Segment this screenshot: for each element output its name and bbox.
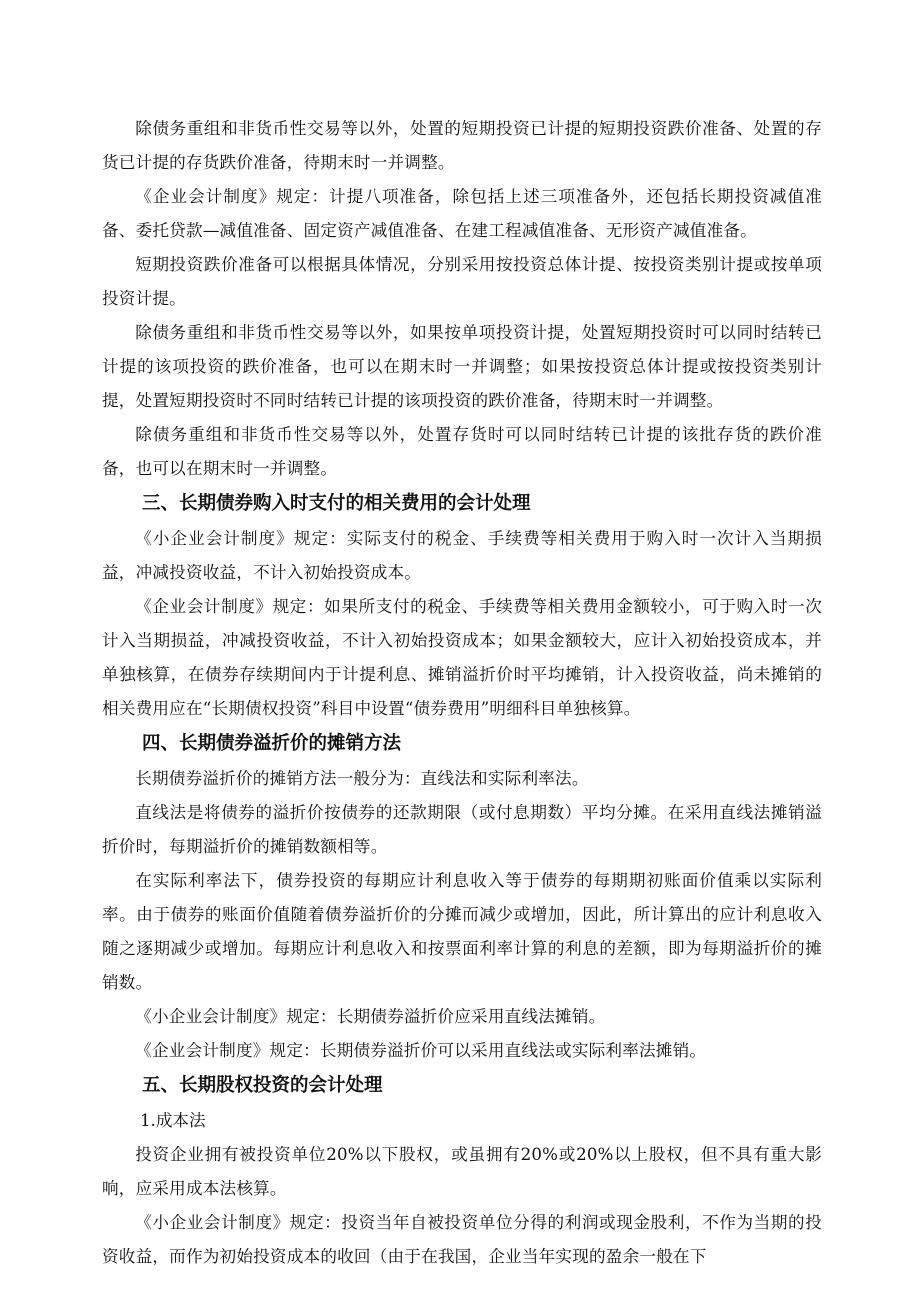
section-heading-5: 五、长期股权投资的会计处理 — [142, 1075, 383, 1096]
paragraph: 《企业会计制度》规定：计提八项准备，除包括上述三项准备外，还包括长期投资减值准备、委托贷款—减值准备、固定资产减值准备、在建工程减值准备、无形资产减值准备。 — [102, 187, 822, 240]
subsection-label: 1.成本法 — [140, 1111, 206, 1130]
paragraph: 短期投资跌价准备可以根据具体情况，分别采用按投资总体计提、按投资类别计提或按单项投资计提。 — [102, 255, 822, 308]
paragraph: 《小企业会计制度》规定：长期债券溢折价应采用直线法摊销。 — [135, 1007, 606, 1026]
paragraph: 直线法是将债券的溢折价按债券的还款期限（或付息期数）平均分摊。在采用直线法摊销溢折价时，每期溢折价的摊销数额相等。 — [102, 803, 822, 856]
paragraph: 除债务重组和非货币性交易等以外，处置存货时可以同时结转已计提的该批存货的跌价准备，也可以在期末时一并调整。 — [102, 425, 822, 478]
paragraph: 除债务重组和非货币性交易等以外，如果按单项投资计提，处置短期投资时可以同时结转已计提的该项投资的跌价准备，也可以在期末时一并调整；如果按投资总体计提或按投资类别计提，处置短期投资时不同时结转已计提的该项投资的跌价准备，待期末时一并调整。 — [102, 323, 822, 410]
paragraph: 除债务重组和非货币性交易等以外，处置的短期投资已计提的短期投资跌价准备、处置的存货已计提的存货跌价准备，待期末时一并调整。 — [102, 119, 822, 172]
paragraph: 《企业会计制度》规定：长期债券溢折价可以采用直线法或实际利率法摊销。 — [135, 1041, 707, 1060]
section-heading-3: 三、长期债券购入时支付的相关费用的会计处理 — [142, 493, 531, 514]
paragraph: 《小企业会计制度》规定：投资当年自被投资单位分得的利润或现金股利，不作为当期的投资收益，而作为初始投资成本的收回（由于在我国，企业当年实现的盈余一般在下 — [102, 1213, 822, 1266]
paragraph: 长期债券溢折价的摊销方法一般分为：直线法和实际利率法。 — [135, 769, 589, 788]
paragraph: 《企业会计制度》规定：如果所支付的税金、手续费等相关费用金额较小，可于购入时一次计入当期损益，冲减投资收益，不计入初始投资成本；如果金额较大，应计入初始投资成本，并单独核算，在债券存续期间内于计提利息、摊销溢折价时平均摊销，计入投资收益，尚未摊销的相关费用应在“长期债权投资”科目中设置“债券费用”明细科目单独核算。 — [102, 597, 822, 718]
paragraph: 在实际利率法下，债券投资的每期应计利息收入等于债券的每期期初账面价值乘以实际利率。由于债券的账面价值随着债券溢折价的分摊而减少或增加，因此，所计算出的应计利息收入随之逐期减少或增加。每期应计利息收入和按票面利率计算的利息的差额，即为每期溢折价的摊销数。 — [102, 871, 822, 992]
section-heading-4: 四、长期债券溢折价的摊销方法 — [142, 733, 402, 754]
paragraph: 投资企业拥有被投资单位20%以下股权，或虽拥有20%或20%以上股权，但不具有重大影响，应采用成本法核算。 — [102, 1145, 822, 1198]
paragraph: 《小企业会计制度》规定：实际支付的税金、手续费等相关费用于购入时一次计入当期损益，冲减投资收益，不计入初始投资成本。 — [102, 529, 822, 582]
